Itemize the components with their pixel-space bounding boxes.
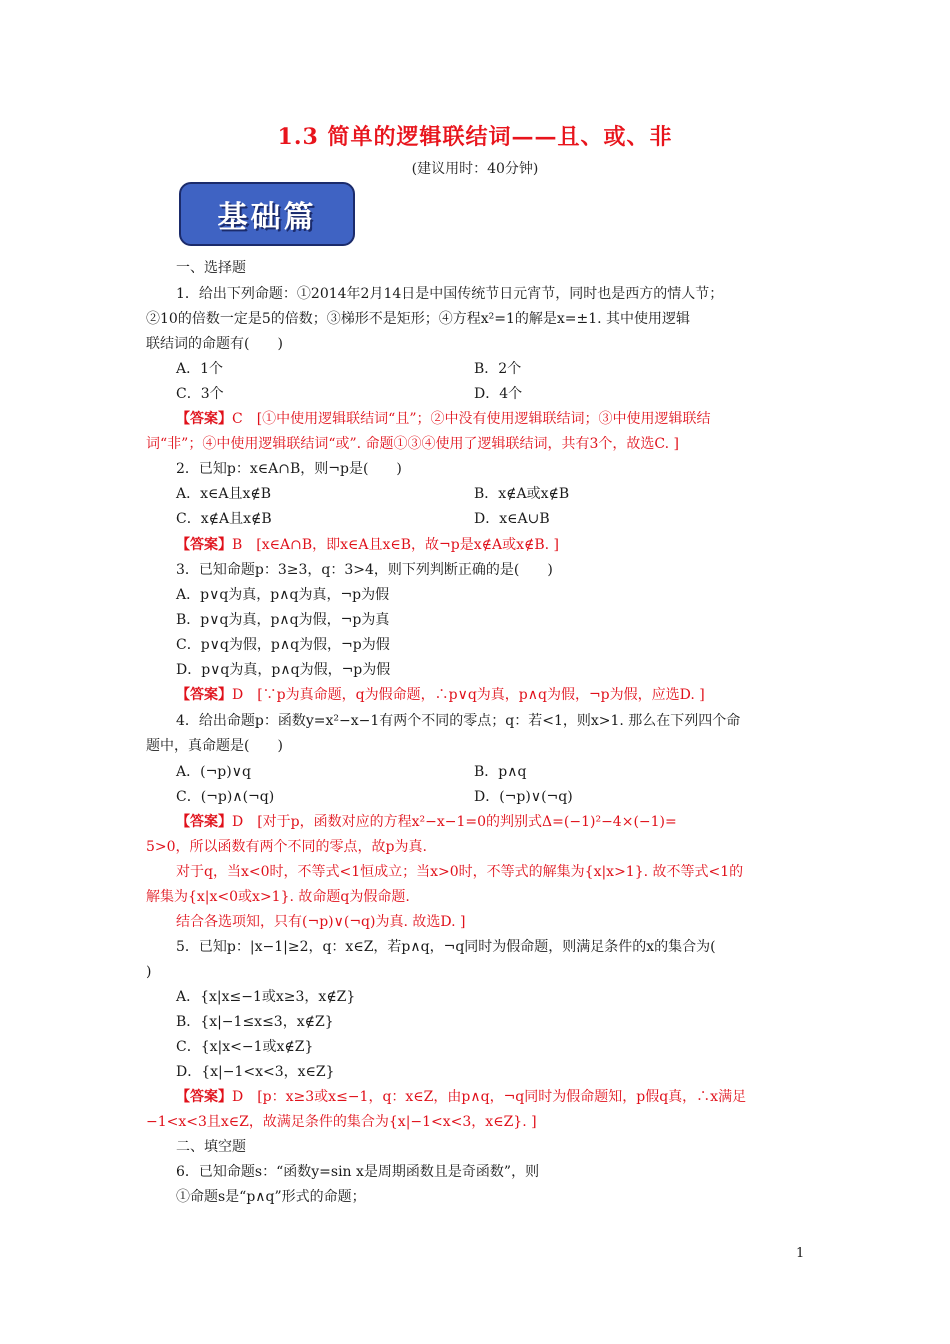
text-line — [176, 285, 723, 303]
text-line — [146, 335, 283, 353]
text-line — [176, 938, 716, 956]
text-line — [146, 737, 283, 755]
text-line — [176, 360, 223, 378]
line-text: D [p：x≥3或x≤−1，q：x∈Z，由p∧q，¬q同时为假命题知，p假q真，∴x满足 — [232, 1089, 747, 1105]
text-line — [176, 510, 272, 528]
text-line — [176, 712, 740, 730]
text-line — [146, 1113, 537, 1131]
text-line — [176, 1063, 335, 1081]
line-text: ) — [146, 964, 152, 980]
line-text: 对于q，当x<0时，不等式<1恒成立；当x>0时，不等式的解集为{x|x>1}. 故不等式<1的 — [176, 864, 744, 880]
text-line — [474, 788, 573, 806]
line-text: B．x∉A或x∉B — [474, 486, 570, 502]
answer-line — [176, 813, 677, 831]
text-line — [176, 988, 355, 1006]
text-line — [146, 838, 427, 856]
text-line — [176, 259, 246, 277]
line-text: A．(¬p)∨q — [176, 764, 251, 780]
line-text: 结合各选项知，只有(¬p)∨(¬q)为真. 故选D. ] — [176, 914, 466, 930]
line-text: B [x∈A∩B，即x∈A且x∈B，故¬p是x∉A或x∉B. ] — [232, 537, 560, 553]
answer-line — [176, 1088, 746, 1106]
answer-line — [176, 686, 705, 704]
line-text: D [∵p为真命题，q为假命题，∴p∨q为真，p∧q为假，¬p为假，应选D. ] — [232, 687, 705, 703]
page-title: 1.3 简单的逻辑联结词——且、或、非 — [277, 124, 673, 150]
text-line — [176, 1138, 246, 1156]
line-text: D．4个 — [474, 386, 523, 402]
line-text: C．3个 — [176, 386, 224, 402]
line-text: C．x∉A且x∉B — [176, 511, 272, 527]
text-line — [176, 863, 743, 881]
line-text: 5．已知p：|x−1|≥2，q：x∈Z，若p∧q，¬q同时为假命题，则满足条件的x的集合为( — [176, 939, 716, 955]
text-line — [176, 788, 274, 806]
text-line — [176, 661, 390, 679]
line-text: 二、填空题 — [176, 1139, 246, 1155]
text-line — [474, 763, 526, 781]
line-text: 5>0，所以函数有两个不同的零点，故p为真. — [146, 839, 427, 855]
text-line — [176, 1013, 334, 1031]
line-text: D．x∈A∪B — [474, 511, 550, 527]
line-text: A．1个 — [176, 361, 224, 377]
answer-tag: 【答案】 — [176, 814, 232, 830]
line-text: 3．已知命题p：3≥3，q：3>4，则下列判断正确的是( ) — [176, 562, 553, 578]
line-text: 1．给出下列命题：①2014年2月14日是中国传统节日元宵节，同时也是西方的情人节； — [176, 286, 724, 302]
text-line — [474, 385, 522, 403]
text-line — [176, 586, 389, 604]
text-line — [146, 310, 690, 328]
line-text: 6．已知命题s：“函数y=sin x是周期函数且是奇函数”，则 — [176, 1164, 540, 1180]
line-text: B．p∧q — [474, 764, 527, 780]
line-text: 2．已知p：x∈A∩B，则¬p是( ) — [176, 461, 402, 477]
text-line — [146, 435, 679, 453]
text-line — [176, 913, 465, 931]
answer-line — [176, 536, 559, 554]
line-text: ②10的倍数一定是5的倍数；③梯形不是矩形；④方程x²=1的解是x=±1. 其中使用逻辑 — [146, 311, 691, 327]
answer-tag: 【答案】 — [176, 687, 232, 703]
line-text: C．{x|x<−1或x∉Z} — [176, 1039, 314, 1055]
line-text: −1<x<3且x∈Z，故满足条件的集合为{x|−1<x<3，x∈Z}. ] — [146, 1114, 537, 1130]
line-text: A．{x|x≤−1或x≥3，x∉Z} — [176, 989, 356, 1005]
text-line — [176, 561, 553, 579]
answer-tag: 【答案】 — [176, 1089, 232, 1105]
line-text: A．p∨q为真，p∧q为真，¬p为假 — [176, 587, 390, 603]
line-text: B．{x|−1≤x≤3，x∉Z} — [176, 1014, 334, 1030]
text-line — [474, 485, 569, 503]
line-text: D．(¬p)∨(¬q) — [474, 789, 573, 805]
answer-line — [176, 410, 711, 428]
line-text: 联结词的命题有( ) — [146, 336, 283, 352]
answer-tag: 【答案】 — [176, 411, 232, 427]
line-text: D [对于p，函数对应的方程x²−x−1=0的判别式Δ=(−1)²−4×(−1)= — [232, 814, 677, 830]
text-line — [146, 888, 410, 906]
text-line — [146, 963, 151, 981]
text-line — [176, 763, 251, 781]
text-line — [474, 510, 550, 528]
line-text: C [①中使用逻辑联结词“且”；②中没有使用逻辑联结词；③中使用逻辑联结 — [232, 411, 711, 427]
line-text: C．p∨q为假，p∧q为假，¬p为假 — [176, 637, 390, 653]
line-text: B．2个 — [474, 361, 522, 377]
text-line — [176, 1188, 366, 1206]
text-line — [176, 611, 389, 629]
line-text: ①命题s是“p∧q”形式的命题； — [176, 1189, 366, 1205]
section-badge — [179, 182, 355, 246]
text-line — [176, 485, 271, 503]
line-text: D．{x|−1<x<3，x∈Z} — [176, 1064, 335, 1080]
text-line — [176, 636, 390, 654]
text-line — [176, 460, 402, 478]
suggested-time: (建议用时：40分钟) — [411, 161, 539, 177]
line-text: 解集为{x|x<0或x>1}. 故命题q为假命题. — [146, 889, 410, 905]
line-text: A．x∈A且x∉B — [176, 486, 272, 502]
text-line — [176, 385, 224, 403]
page-number: 1 — [796, 1246, 805, 1261]
text-line — [176, 1163, 539, 1181]
line-text: 词“非”；④中使用逻辑联结词“或”. 命题①③④使用了逻辑联结词，共有3个，故选C. ] — [146, 436, 680, 452]
line-text: 一、选择题 — [176, 260, 246, 276]
line-text: D．p∨q为真，p∧q为假，¬p为假 — [176, 662, 391, 678]
section-badge-label: 基础篇 — [217, 200, 317, 235]
line-text: B．p∨q为真，p∧q为假，¬p为真 — [176, 612, 390, 628]
text-line — [474, 360, 521, 378]
line-text: 题中，真命题是( ) — [146, 738, 283, 754]
line-text: C．(¬p)∧(¬q) — [176, 789, 275, 805]
line-text: 4．给出命题p：函数y=x²−x−1有两个不同的零点；q：若<1，则x>1. 那么在下列四个命 — [176, 713, 741, 729]
text-line — [176, 1038, 313, 1056]
answer-tag: 【答案】 — [176, 537, 232, 553]
